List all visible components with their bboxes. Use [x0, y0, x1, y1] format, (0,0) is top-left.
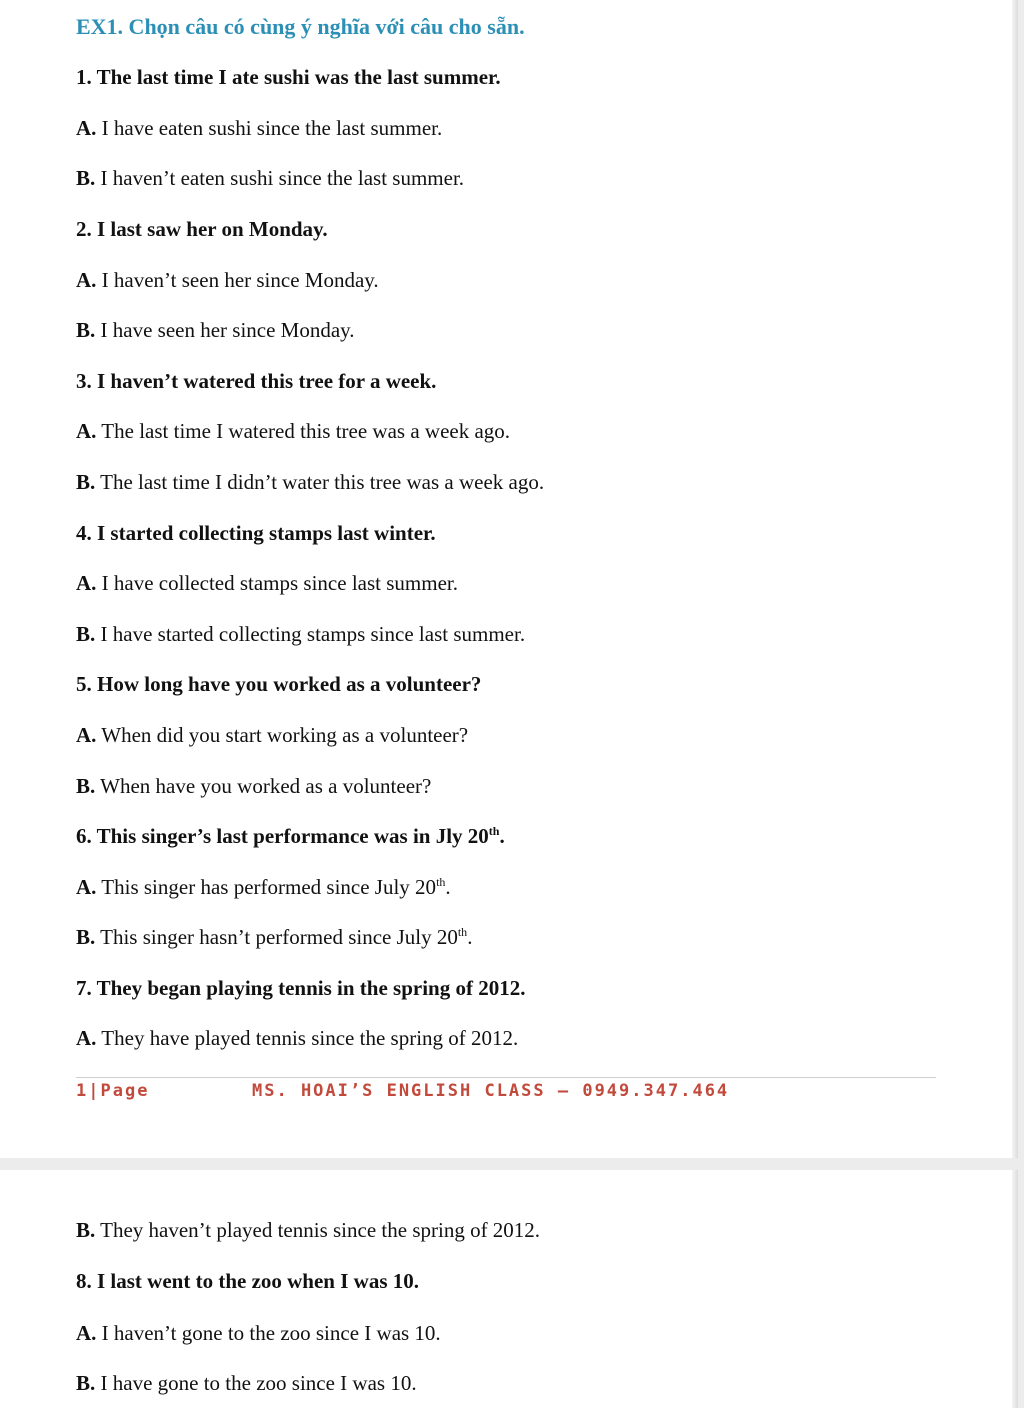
- question-6-option-b: B. This singer hasn’t performed since July 20th.: [76, 925, 473, 949]
- question-7: 7. They began playing tennis in the spring of 2012.: [76, 976, 526, 1000]
- page-edge-shadow: [1012, 0, 1018, 1158]
- question-1-option-a: A. I have eaten sushi since the last summer.: [76, 116, 443, 140]
- class-name-footer: MS. HOAI’S ENGLISH CLASS – 0949.347.464: [252, 1081, 730, 1101]
- question-8-option-b: B. I have gone to the zoo since I was 10.: [76, 1371, 417, 1395]
- question-8: 8. I last went to the zoo when I was 10.: [76, 1269, 419, 1293]
- question-6: 6. This singer’s last performance was in Jly 20th.: [76, 824, 505, 848]
- question-8-option-a: A. I haven’t gone to the zoo since I was 10.: [76, 1321, 441, 1345]
- question-1-option-b: B. I haven’t eaten sushi since the last summer.: [76, 166, 465, 190]
- question-4-option-a: A. I have collected stamps since last summer.: [76, 571, 458, 595]
- question-4-option-b: B. I have started collecting stamps since last summer.: [76, 622, 526, 646]
- page-edge-shadow: [1012, 1170, 1018, 1408]
- question-7-option-a: A. They have played tennis since the spring of 2012.: [76, 1026, 519, 1050]
- question-3-option-a: A. The last time I watered this tree was a week ago.: [76, 419, 511, 443]
- page-number-label: 1|Page: [76, 1081, 150, 1101]
- question-4: 4. I started collecting stamps last winter.: [76, 521, 436, 545]
- footer-divider: [76, 1077, 936, 1078]
- question-1: 1. The last time I ate sushi was the last summer.: [76, 65, 501, 89]
- question-7-option-b: B. They haven’t played tennis since the spring of 2012.: [76, 1218, 541, 1242]
- question-2-option-a: A. I haven’t seen her since Monday.: [76, 268, 379, 292]
- question-3: 3. I haven’t watered this tree for a week.: [76, 369, 437, 393]
- question-2: 2. I last saw her on Monday.: [76, 217, 328, 241]
- question-6-option-a: A. This singer has performed since July 20th.: [76, 875, 451, 899]
- question-5-option-a: A. When did you start working as a volunteer?: [76, 723, 469, 747]
- question-5-option-b: B. When have you worked as a volunteer?: [76, 774, 432, 798]
- exercise-title: EX1. Chọn câu có cùng ý nghĩa với câu cho sẵn.: [76, 14, 525, 39]
- document-page-2: [0, 1170, 1018, 1408]
- question-2-option-b: B. I have seen her since Monday.: [76, 318, 355, 342]
- question-3-option-b: B. The last time I didn’t water this tree was a week ago.: [76, 470, 545, 494]
- question-5: 5. How long have you worked as a volunteer?: [76, 672, 482, 696]
